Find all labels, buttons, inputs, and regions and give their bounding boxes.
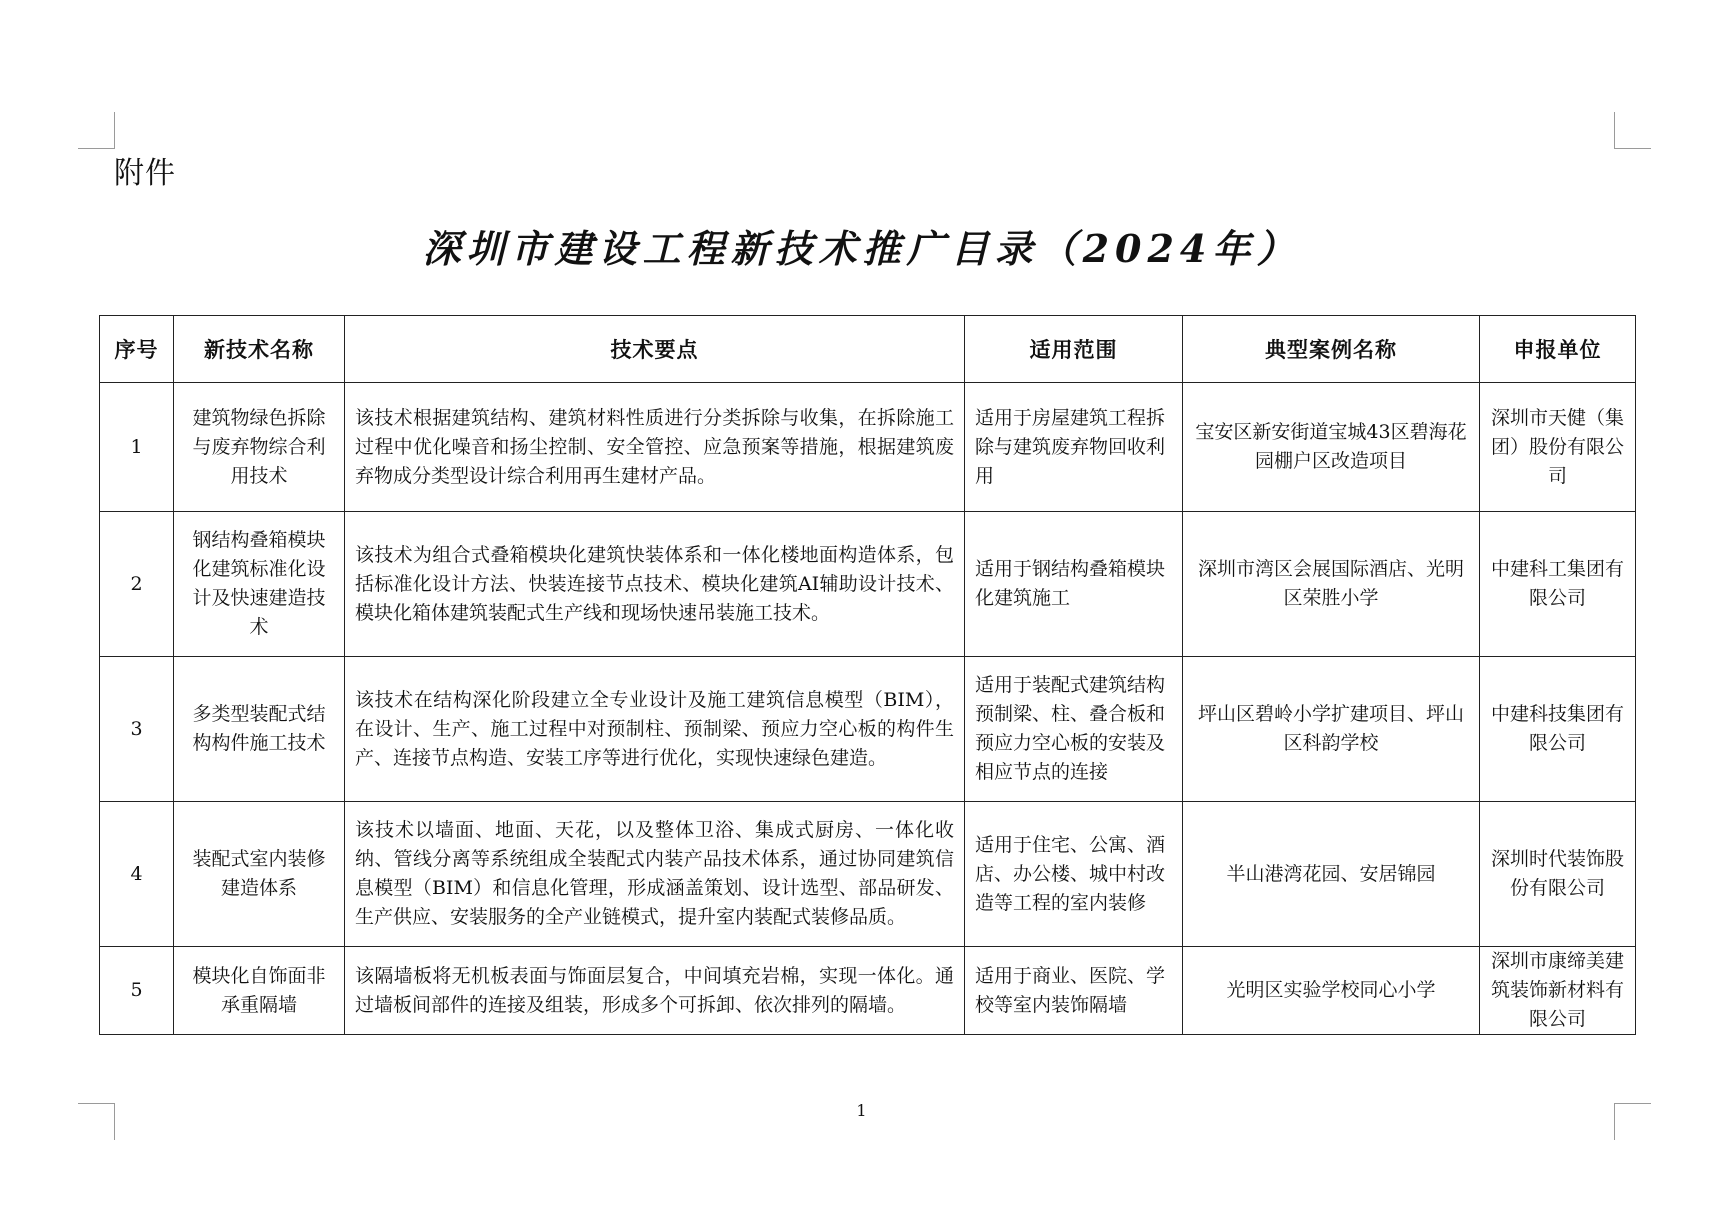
cell-index: 5 xyxy=(100,947,174,1035)
cell-points: 该技术为组合式叠箱模块化建筑快装体系和一体化楼地面构造体系，包括标准化设计方法、快装连接节点技术、模块化建筑AI辅助设计技术、模块化箱体建筑装配式生产线和现场快速吊装施工技术。 xyxy=(345,512,965,657)
cell-unit: 深圳市康缔美建筑装饰新材料有限公司 xyxy=(1480,947,1636,1035)
cell-index: 4 xyxy=(100,802,174,947)
cell-case: 宝安区新安街道宝城43区碧海花园棚户区改造项目 xyxy=(1183,383,1480,512)
cell-case: 深圳市湾区会展国际酒店、光明区荣胜小学 xyxy=(1183,512,1480,657)
cell-points: 该技术以墙面、地面、天花，以及整体卫浴、集成式厨房、一体化收纳、管线分离等系统组成全装配式内装产品技术体系，通过协同建筑信息模型（BIM）和信息化管理，形成涵盖策划、设计选型、部品研发、生产供应、安装服务的全产业链模式，提升室内装配式装修品质。 xyxy=(345,802,965,947)
cell-name: 装配式室内装修建造体系 xyxy=(174,802,345,947)
header-scope: 适用范围 xyxy=(965,316,1183,383)
cell-name: 多类型装配式结构构件施工技术 xyxy=(174,657,345,802)
cell-unit: 中建科工集团有限公司 xyxy=(1480,512,1636,657)
crop-mark-top-left xyxy=(78,112,115,149)
cell-points: 该隔墙板将无机板表面与饰面层复合，中间填充岩棉，实现一体化。通过墙板间部件的连接及组装，形成多个可拆卸、依次排列的隔墙。 xyxy=(345,947,965,1035)
header-points: 技术要点 xyxy=(345,316,965,383)
table-row xyxy=(100,657,1636,802)
cell-scope: 适用于房屋建筑工程拆除与建筑废弃物回收利用 xyxy=(965,383,1183,512)
cell-unit: 深圳市天健（集团）股份有限公司 xyxy=(1480,383,1636,512)
cell-name: 钢结构叠箱模块化建筑标准化设计及快速建造技术 xyxy=(174,512,345,657)
cell-name: 建筑物绿色拆除与废弃物综合利用技术 xyxy=(174,383,345,512)
cell-scope: 适用于装配式建筑结构预制梁、柱、叠合板和预应力空心板的安装及相应节点的连接 xyxy=(965,657,1183,802)
cell-index: 1 xyxy=(100,383,174,512)
header-case: 典型案例名称 xyxy=(1183,316,1480,383)
cell-scope: 适用于钢结构叠箱模块化建筑施工 xyxy=(965,512,1183,657)
cell-points: 该技术根据建筑结构、建筑材料性质进行分类拆除与收集，在拆除施工过程中优化噪音和扬尘控制、安全管控、应急预案等措施，根据建筑废弃物成分类型设计综合利用再生建材产品。 xyxy=(345,383,965,512)
table-row xyxy=(100,383,1636,512)
cell-case: 坪山区碧岭小学扩建项目、坪山区科韵学校 xyxy=(1183,657,1480,802)
cell-index: 3 xyxy=(100,657,174,802)
cell-scope: 适用于住宅、公寓、酒店、办公楼、城中村改造等工程的室内装修 xyxy=(965,802,1183,947)
header-index: 序号 xyxy=(100,316,174,383)
table-header-row xyxy=(100,316,1636,383)
technology-catalog-table xyxy=(99,315,1636,1035)
cell-index: 2 xyxy=(100,512,174,657)
document-title: 深圳市建设工程新技术推广目录（2024年） xyxy=(422,226,1301,271)
table-row xyxy=(100,802,1636,947)
page-number: 1 xyxy=(856,1101,867,1120)
table-row xyxy=(100,947,1636,1035)
cell-points: 该技术在结构深化阶段建立全专业设计及施工建筑信息模型（BIM），在设计、生产、施工过程中对预制柱、预制梁、预应力空心板的构件生产、连接节点构造、安装工序等进行优化，实现快速绿色建造。 xyxy=(345,657,965,802)
cell-scope: 适用于商业、医院、学校等室内装饰隔墙 xyxy=(965,947,1183,1035)
header-name: 新技术名称 xyxy=(174,316,345,383)
cell-case: 光明区实验学校同心小学 xyxy=(1183,947,1480,1035)
header-unit: 申报单位 xyxy=(1480,316,1636,383)
cell-name: 模块化自饰面非承重隔墙 xyxy=(174,947,345,1035)
cell-unit: 深圳时代装饰股份有限公司 xyxy=(1480,802,1636,947)
table-row xyxy=(100,512,1636,657)
cell-case: 半山港湾花园、安居锦园 xyxy=(1183,802,1480,947)
attachment-label: 附件 xyxy=(114,156,176,191)
crop-mark-top-right xyxy=(1614,112,1651,149)
cell-unit: 中建科技集团有限公司 xyxy=(1480,657,1636,802)
